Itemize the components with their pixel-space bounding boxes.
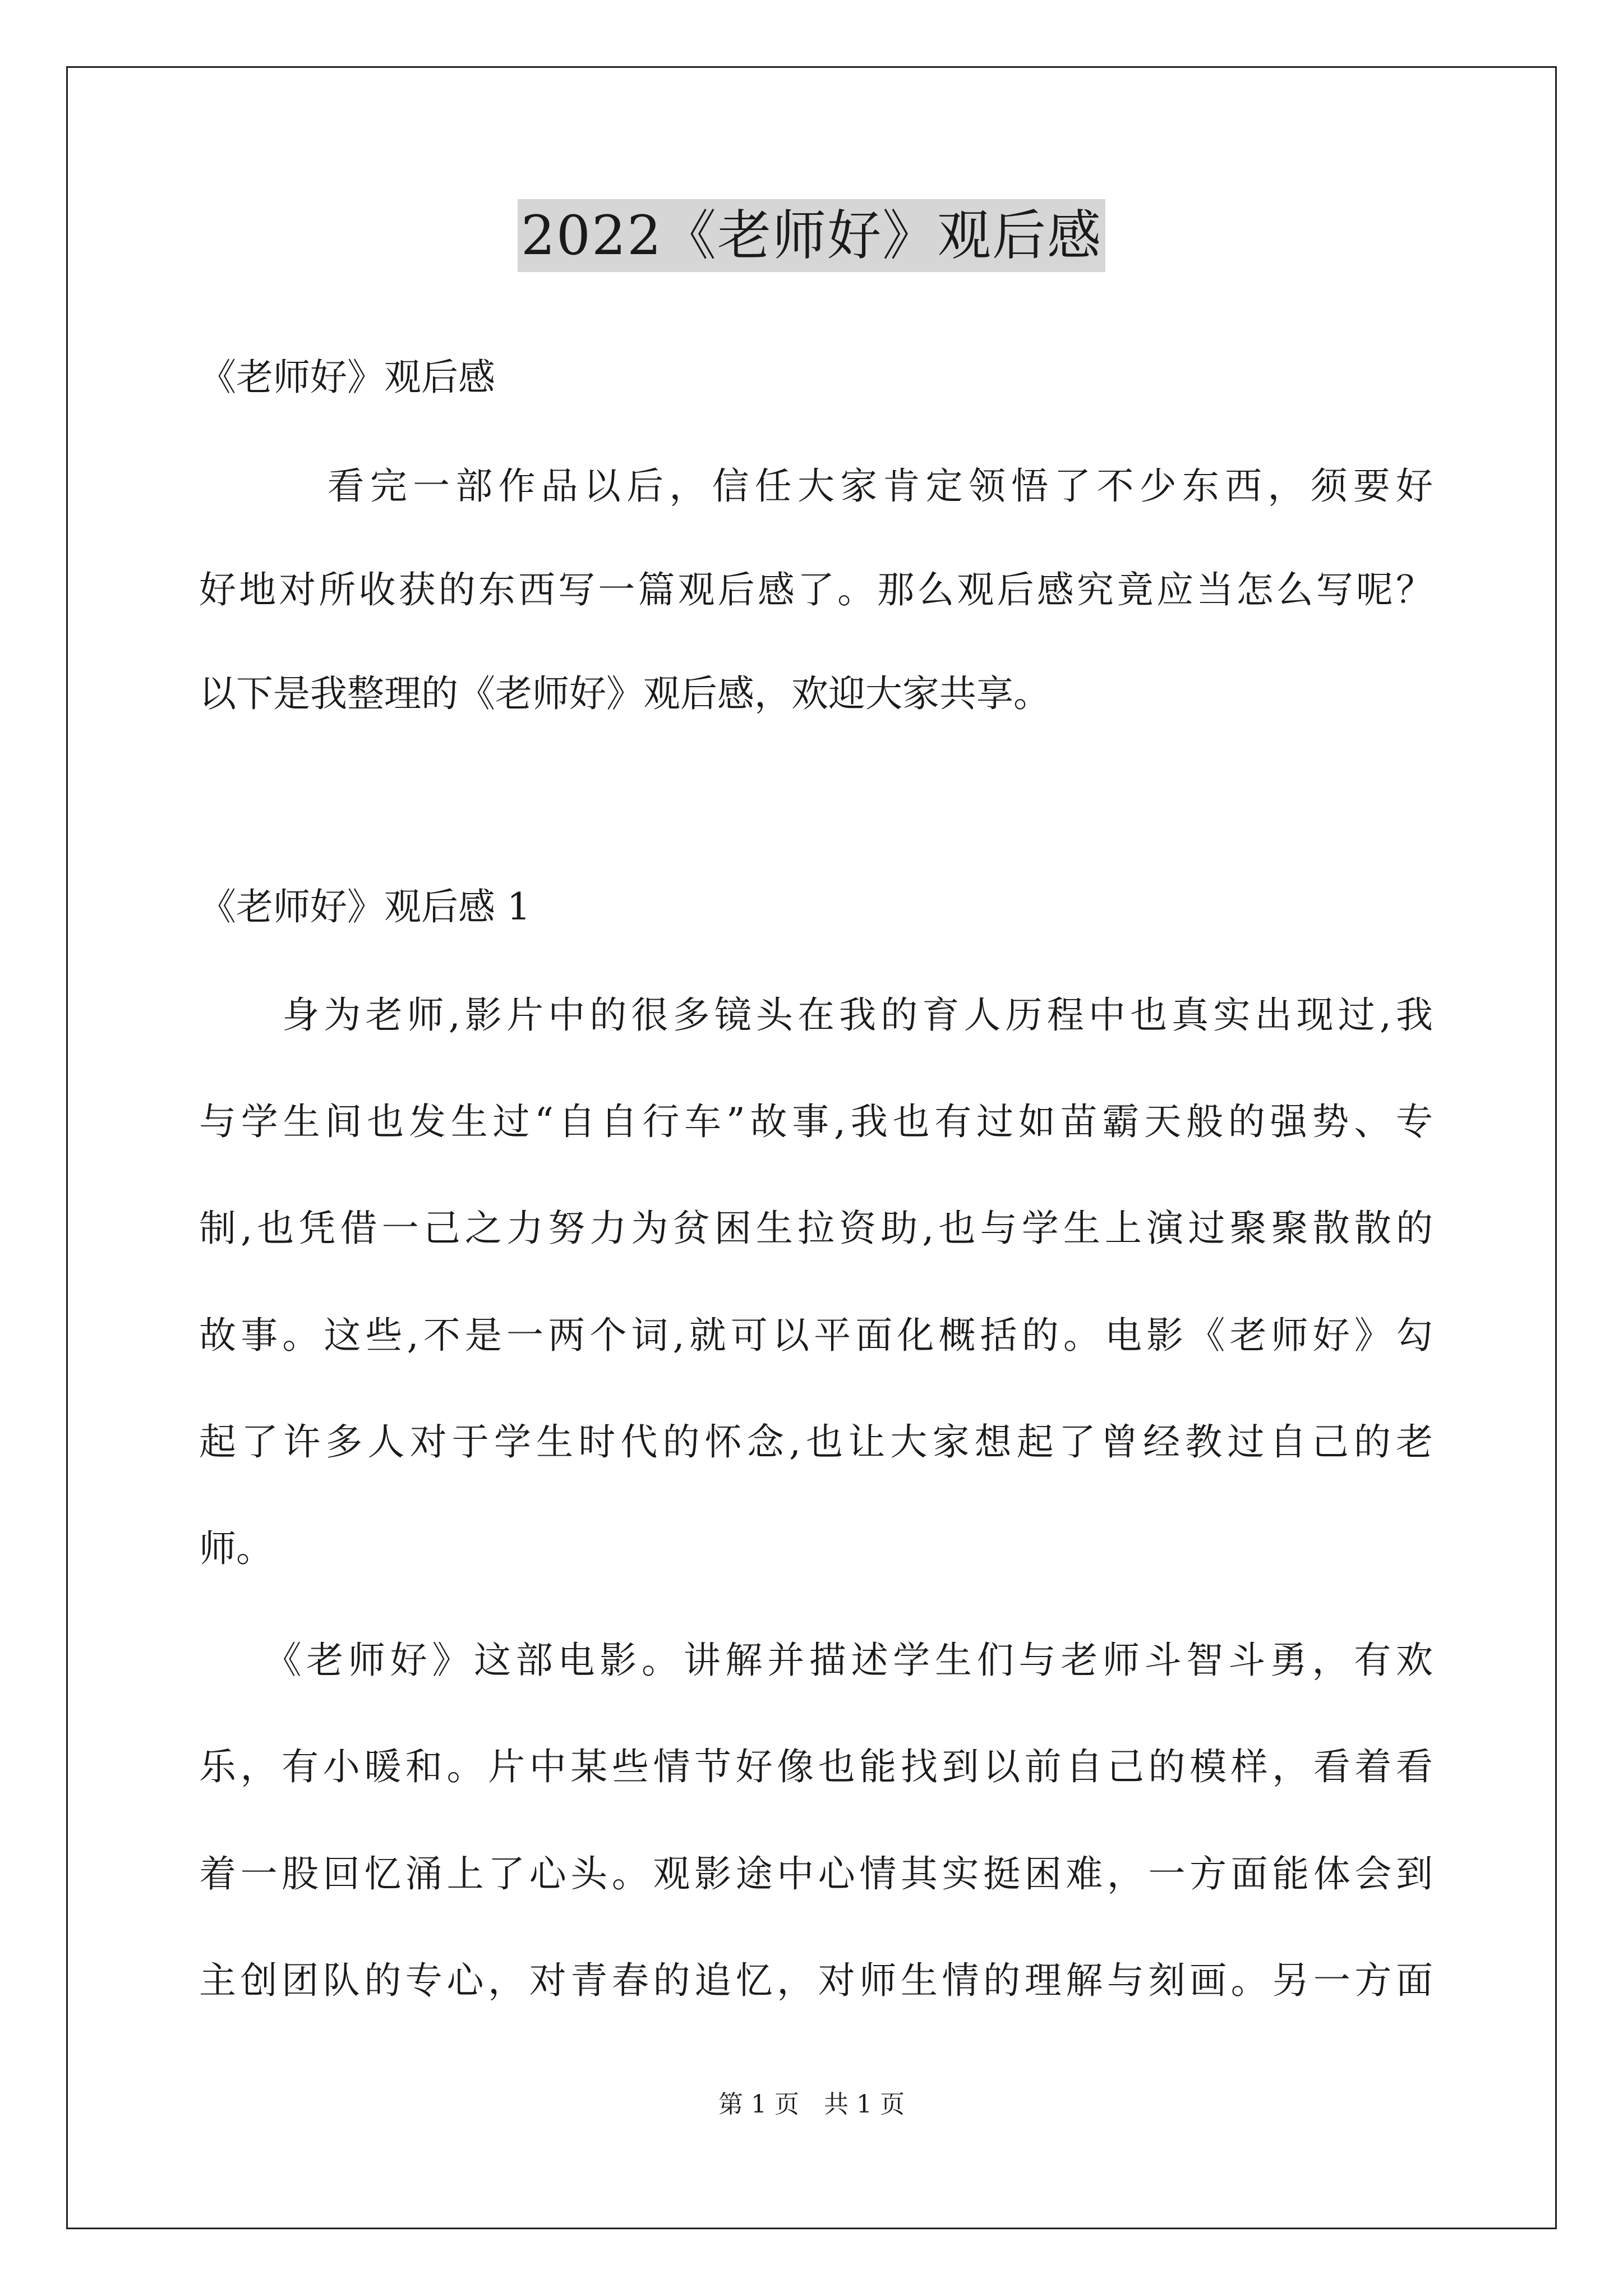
paragraph-line: 制,也凭借一己之力努力为贫困生拉资助,也与学生上演过聚聚散散的 — [199, 1207, 1433, 1250]
page-footer: 第 1 页 共 1 页 — [718, 2090, 905, 2119]
intro-line: 看完一部作品以后，信任大家肯定领悟了不少东西，须要好 — [199, 464, 1433, 508]
title-wrap — [0, 199, 1623, 272]
document-subtitle: 《老师好》观后感 — [199, 356, 495, 399]
paragraph-line: 主创团队的专心，对青春的追忆，对师生情的理解与刻画。另一方面 — [199, 1959, 1433, 2002]
paragraph-line: 故事。这些,不是一两个词,就可以平面化概括的。电影《老师好》勾 — [199, 1314, 1433, 1357]
document-title: 2022《老师好》观后感 — [518, 199, 1105, 272]
paragraph-line: 着一股回忆涌上了心头。观影途中心情其实挺困难，一方面能体会到 — [199, 1852, 1433, 1895]
paragraph-line: 起了许多人对于学生时代的怀念,也让大家想起了曾经教过自己的老 — [199, 1420, 1433, 1464]
paragraph-line: 《老师好》这部电影。讲解并描述学生们与老师斗智斗勇，有欢 — [199, 1639, 1433, 1682]
paragraph-line: 乐，有小暖和。片中某些情节好像也能找到以前自己的模样，看着看 — [199, 1745, 1433, 1788]
intro-line: 好地对所收获的东西写一篇观后感了。那么观后感究竟应当怎么写呢？ — [199, 568, 1433, 611]
paragraph-line: 身为老师,影片中的很多镜头在我的育人历程中也真实出现过,我 — [199, 993, 1433, 1037]
paragraph-line: 师。 — [199, 1527, 273, 1570]
section-heading: 《老师好》观后感 1 — [199, 885, 531, 928]
paragraph-line: 与学生间也发生过“自自行车”故事,我也有过如苗霸天般的强势、专 — [199, 1100, 1433, 1143]
intro-line: 以下是我整理的《老师好》观后感，欢迎大家共享。 — [199, 672, 1050, 715]
